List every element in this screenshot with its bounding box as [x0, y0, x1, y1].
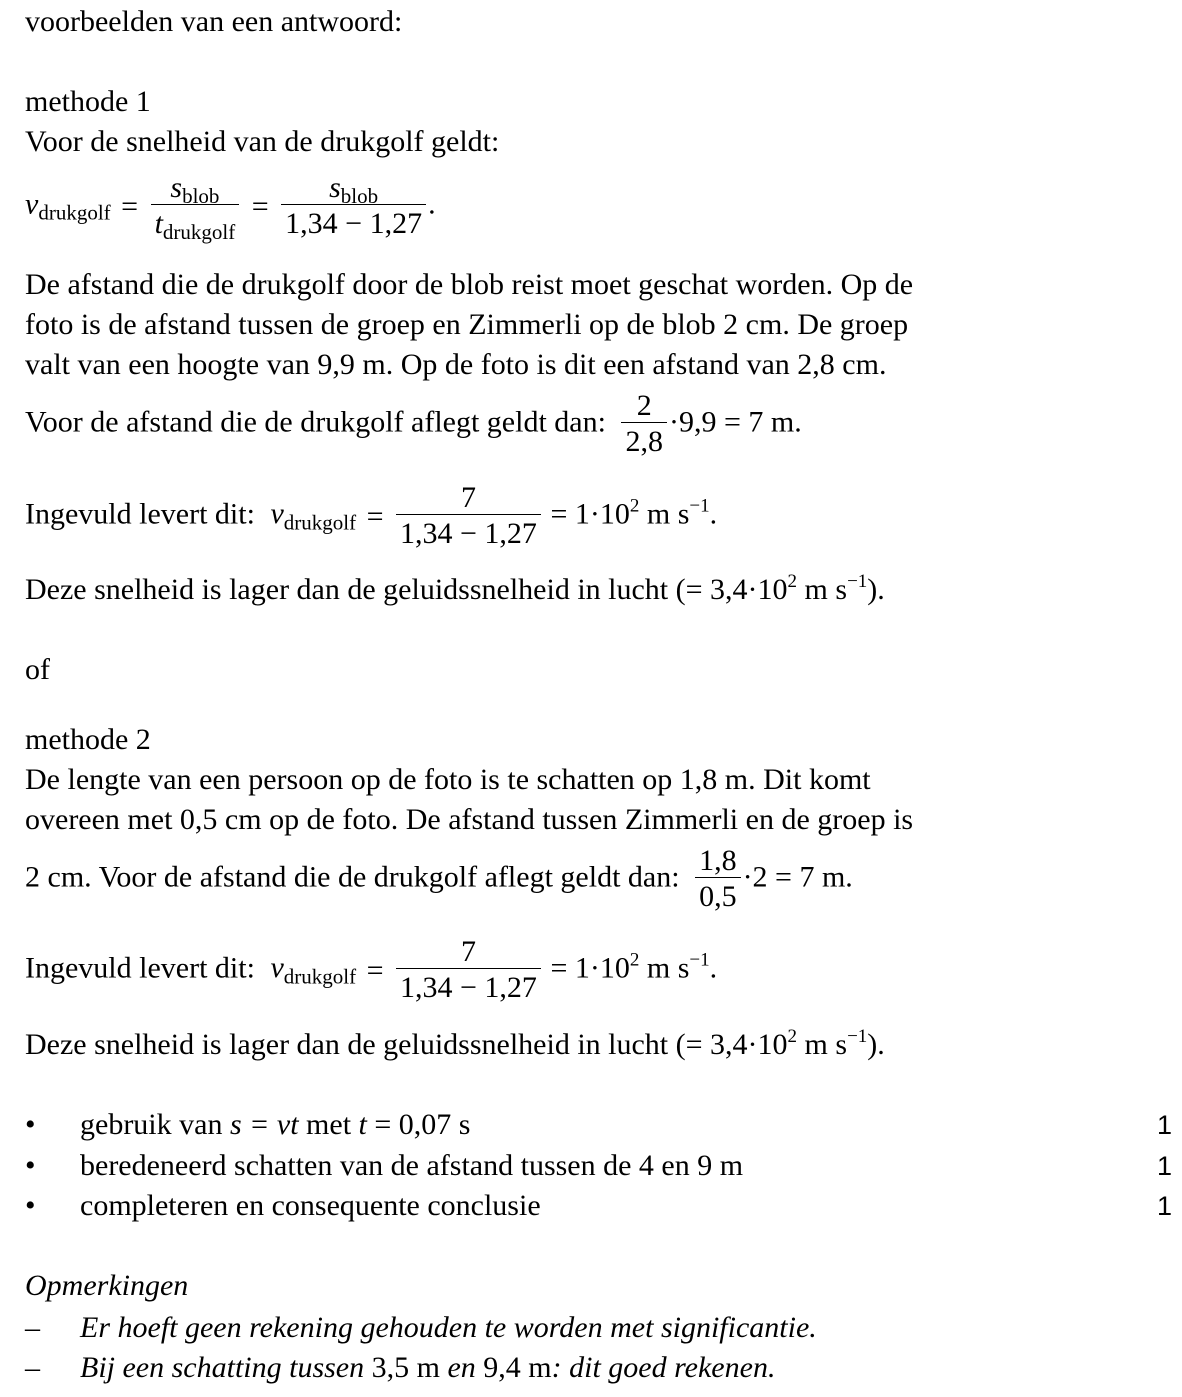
bullet-icon: • [25, 1108, 36, 1141]
filled-unit: m s [639, 497, 690, 531]
distance-numerator: 2 [636, 389, 652, 422]
bullet-icon: • [25, 1189, 36, 1222]
v-symbol: v [270, 497, 284, 531]
filled-result: = 1·10 [550, 497, 630, 531]
v-symbol: v [25, 187, 39, 221]
filled-exponent: 2 [629, 495, 640, 517]
distance-numerator: 1,8 [699, 844, 737, 877]
or-separator: of [25, 653, 50, 686]
t-symbol: t [154, 207, 163, 240]
method-1-intro: Voor de snelheid van de drukgolf geldt: [25, 125, 500, 158]
conclusion-exponent: 2 [787, 571, 798, 592]
filled-denominator: 1,34 − 1,27 [396, 514, 541, 551]
criterion-1-mid: met [298, 1108, 359, 1141]
filled-period: . [709, 951, 718, 985]
dash-icon: – [25, 1311, 40, 1344]
filled-numerator: 7 [460, 935, 476, 968]
filled-result: = 1·10 [550, 951, 630, 985]
filled-period: . [709, 497, 718, 531]
method-2-distance-line [25, 845, 853, 914]
distance-fraction [621, 390, 667, 459]
v-symbol: v [270, 951, 284, 985]
remarks-heading: Opmerkingen [25, 1269, 189, 1302]
conclusion-unit: m s [797, 573, 848, 606]
remark-2-mid: en [439, 1351, 484, 1384]
method-1-para-line-3: valt van een hoogte van 9,9 m. Op de foto is dit een afstand van 2,8 cm. [25, 348, 887, 381]
method-1-speed-formula: $v_{drukgolf}$ = $\frac{s_{blob}}{t_{drukgolf}}$ = $\frac{s_{blob}}{1,34 - 1,27}$ . [25, 171, 436, 244]
v-subscript: drukgolf [283, 510, 357, 535]
conclusion-unit-exponent: −1 [847, 571, 868, 592]
distance-denominator: 2,8 [621, 422, 667, 459]
method-2-heading: methode 2 [25, 723, 151, 756]
formula-period: . [428, 187, 436, 221]
distance-denominator: 0,5 [695, 877, 741, 914]
remark-2-pre: Bij een schatting tussen [80, 1351, 372, 1384]
criterion-1-formula: s = vt [229, 1108, 299, 1141]
criterion-1-pre: gebruik van [80, 1108, 230, 1141]
remark-2-upper-bound: 9,4 m [483, 1351, 552, 1384]
remark-2-lower-bound: 3,5 m [371, 1351, 440, 1384]
criterion-1-t: t [358, 1108, 367, 1141]
distance-result: ·9,9 = 7 m. [668, 405, 802, 439]
method-1-para-line-2: foto is de afstand tussen de groep en Zimmerli op de blob 2 cm. De groep [25, 308, 909, 341]
fraction-s-over-times [281, 172, 426, 241]
filled-text: Ingevuld levert dit: [25, 497, 255, 531]
conclusion-unit-exponent: −1 [847, 1026, 868, 1047]
filled-unit-exponent: −1 [689, 949, 710, 971]
criterion-1-score: 1 [1156, 1110, 1172, 1140]
criterion-1-post: = 0,07 s [366, 1108, 471, 1141]
method-1-distance-line [25, 390, 802, 459]
filled-fraction [396, 482, 541, 551]
bullet-icon: • [25, 1149, 36, 1182]
criterion-2-score: 1 [1156, 1151, 1172, 1181]
filled-unit-exponent: −1 [689, 495, 710, 517]
method-2-para-line-2: overeen met 0,5 cm op de foto. De afstand tussen Zimmerli en de groep is [25, 803, 914, 836]
criterion-3-score: 1 [1156, 1191, 1172, 1221]
criterion-2: beredeneerd schatten van de afstand tussen de 4 en 9 m [80, 1149, 744, 1182]
v-subscript: drukgolf [283, 964, 357, 989]
conclusion-exponent: 2 [787, 1026, 798, 1047]
criterion-1 [80, 1107, 470, 1143]
conclusion-end: ). [867, 1028, 885, 1061]
method-1-heading: methode 1 [25, 85, 151, 118]
remark-1: Er hoeft geen rekening gehouden te worden met significantie. [80, 1311, 817, 1344]
filled-unit: m s [639, 951, 690, 985]
method-1-para-line-1: De afstand die de drukgolf door de blob reist moet geschat worden. Op de [25, 268, 914, 301]
filled-numerator: 7 [460, 481, 476, 514]
conclusion-text: Deze snelheid is lager dan de geluidssnelheid in lucht (= 3,4·10 [25, 573, 788, 606]
remark-2 [80, 1350, 775, 1386]
distance-text: 2 cm. Voor de afstand die de drukgolf aflegt geldt dan: [25, 860, 680, 894]
time-difference: 1,34 − 1,27 [281, 204, 426, 241]
distance-fraction [695, 845, 741, 914]
filled-text: Ingevuld levert dit: [25, 951, 255, 985]
distance-text: Voor de afstand die de drukgolf aflegt geldt dan: [25, 405, 606, 439]
intro-text: voorbeelden van een antwoord: [25, 5, 403, 38]
method-1-filled-line: Ingevuld levert dit: $v_{drukgolf}$ = $\frac{7}{1,34 - 1,27}$ = $1\cdot 10^2$ m $s^{-1}$. [25, 481, 718, 550]
filled-fraction [396, 936, 541, 1005]
s-symbol: s [170, 171, 183, 204]
filled-exponent: 2 [629, 949, 640, 971]
conclusion-end: ). [867, 573, 885, 606]
method-2-conclusion [25, 1027, 885, 1063]
conclusion-text: Deze snelheid is lager dan de geluidssnelheid in lucht (= 3,4·10 [25, 1028, 788, 1061]
t-subscript: drukgolf [162, 220, 236, 244]
method-2-filled-line: Ingevuld levert dit: $v_{drukgolf}$ = $\frac{7}{1,34 - 1,27}$ = $1\cdot 10^2$ m $s^{-1}$. [25, 935, 718, 1004]
fraction-s-over-t [151, 171, 240, 244]
s-subscript: blob [340, 184, 379, 208]
v-subscript: drukgolf [38, 200, 111, 225]
criterion-3: completeren en consequente conclusie [80, 1189, 541, 1222]
s-subscript: blob [182, 184, 220, 208]
method-1-conclusion [25, 572, 885, 608]
dash-icon: – [25, 1351, 40, 1384]
s-symbol: s [329, 171, 341, 204]
filled-denominator: 1,34 − 1,27 [396, 968, 541, 1005]
conclusion-unit: m s [797, 1028, 848, 1061]
distance-result: ·2 = 7 m. [742, 860, 853, 894]
method-2-para-line-1: De lengte van een persoon op de foto is te schatten op 1,8 m. Dit komt [25, 763, 871, 796]
remark-2-post: : dit goed rekenen. [551, 1351, 776, 1384]
